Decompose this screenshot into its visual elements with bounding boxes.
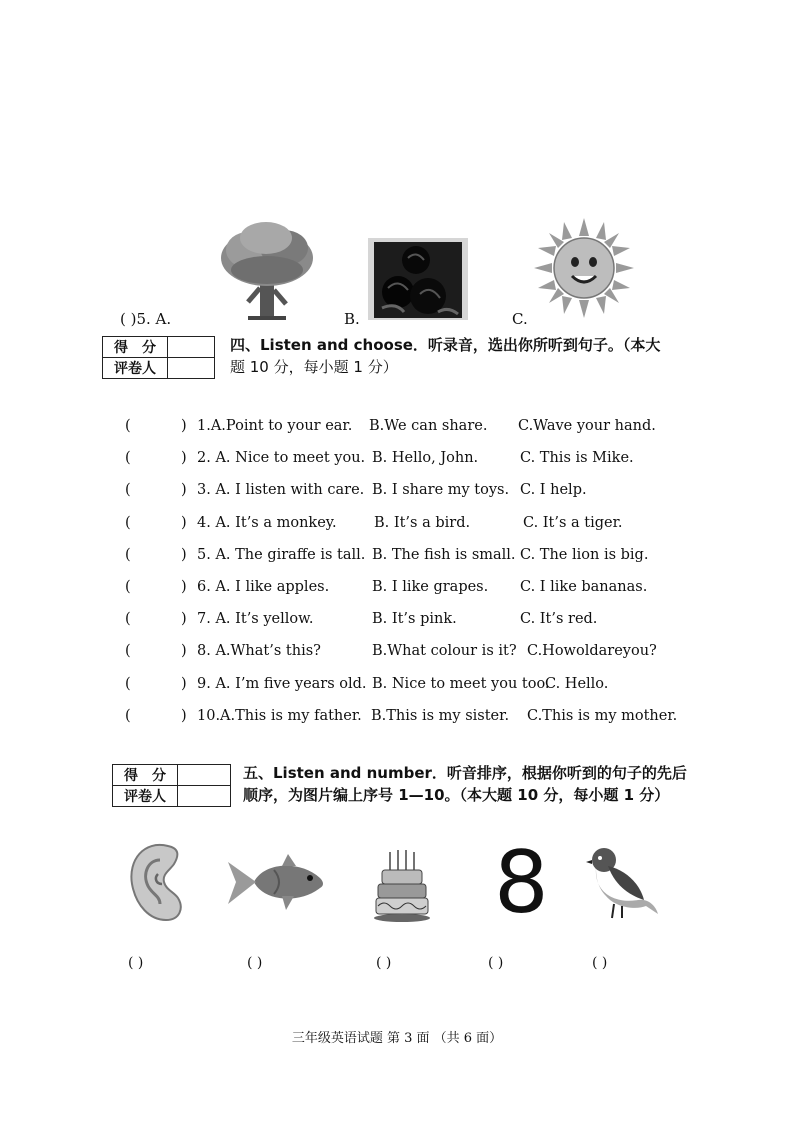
option-a: 10.A.This is my father. bbox=[197, 707, 362, 724]
birthday-cake-icon bbox=[374, 848, 430, 922]
score-label: 得 分 bbox=[103, 337, 168, 358]
option-c: C. I like bananas. bbox=[520, 579, 648, 595]
score-label: 得 分 bbox=[113, 765, 178, 786]
option-b-label: B. bbox=[344, 310, 360, 328]
option-b: B. Hello, John. bbox=[372, 450, 479, 467]
tree-icon bbox=[218, 218, 316, 322]
option-c: C.Wave your hand. bbox=[518, 418, 656, 434]
option-c-label: C. bbox=[512, 310, 528, 328]
option-c: C.Howoldareyou? bbox=[527, 643, 657, 660]
option-b: B.We can share. bbox=[369, 418, 488, 434]
option-a: 8. A.What’s this? bbox=[197, 643, 321, 660]
section-4-heading bbox=[230, 334, 660, 378]
option-c: C. It’s a tiger. bbox=[523, 514, 623, 531]
grader-cell[interactable] bbox=[168, 358, 215, 379]
option-a: 2. A. Nice to meet you. bbox=[197, 450, 366, 467]
answer-paren-close[interactable]: ) bbox=[181, 675, 187, 692]
answer-paren-close[interactable]: ) bbox=[181, 450, 187, 467]
answer-paren-open[interactable]: ( bbox=[125, 418, 131, 434]
answer-paren-close[interactable]: ) bbox=[181, 482, 187, 499]
option-c: C. The lion is big. bbox=[520, 546, 649, 563]
section-4-title: 四、Listen and choose．听录音，选出你所听到句子。（本大 bbox=[230, 336, 661, 354]
answer-paren-open[interactable]: ( bbox=[125, 611, 131, 628]
answer-paren-close[interactable]: ) bbox=[181, 707, 187, 724]
answer-blank[interactable]: ( ) bbox=[592, 955, 608, 971]
sun-icon bbox=[534, 218, 634, 318]
roses-icon bbox=[368, 238, 468, 320]
goldfish-icon bbox=[224, 852, 328, 912]
option-a: 7. A. It’s yellow. bbox=[197, 611, 314, 628]
score-cell[interactable] bbox=[178, 765, 231, 786]
section-4-subtitle: 题 10 分，每小题 1 分） bbox=[230, 358, 398, 376]
number-eight: 8 bbox=[494, 833, 549, 933]
page-footer: 三年级英语试题 第 3 面 （共 6 面） bbox=[291, 1031, 503, 1046]
score-box-section-4 bbox=[102, 336, 215, 379]
option-b: B. I share my toys. bbox=[372, 482, 510, 499]
answer-blank[interactable]: ( ) bbox=[488, 955, 504, 971]
answer-paren-open[interactable]: ( bbox=[125, 643, 131, 660]
bird-icon bbox=[586, 844, 658, 920]
option-b: B. I like grapes. bbox=[372, 579, 489, 595]
option-a: 6. A. I like apples. bbox=[197, 579, 330, 595]
grader-label: 评卷人 bbox=[103, 358, 168, 379]
answer-paren-close[interactable]: ) bbox=[181, 514, 187, 531]
answer-paren-close[interactable]: ) bbox=[181, 643, 187, 660]
option-b: B. The fish is small. bbox=[372, 546, 516, 563]
score-box-section-5 bbox=[112, 764, 231, 807]
option-c: C. It’s red. bbox=[520, 611, 598, 628]
option-c: C. Hello. bbox=[545, 675, 609, 692]
answer-paren-open[interactable]: ( bbox=[125, 707, 131, 724]
option-a: 9. A. I’m five years old. bbox=[197, 675, 367, 692]
option-b: B. It’s a bird. bbox=[374, 514, 471, 531]
option-b: B.This is my sister. bbox=[371, 707, 510, 724]
option-c: C.This is my mother. bbox=[527, 707, 678, 724]
answer-paren-close[interactable]: ) bbox=[181, 611, 187, 628]
answer-paren-close[interactable]: ) bbox=[181, 546, 187, 563]
answer-paren-close[interactable]: ) bbox=[181, 418, 187, 434]
option-a: 1.A.Point to your ear. bbox=[197, 418, 353, 434]
grader-cell[interactable] bbox=[178, 786, 231, 807]
option-c: C. I help. bbox=[520, 482, 587, 499]
answer-blank[interactable]: ( ) bbox=[247, 955, 263, 971]
section-5-heading bbox=[243, 762, 687, 806]
answer-blank[interactable]: ( ) bbox=[128, 955, 144, 971]
answer-paren-open[interactable]: ( bbox=[125, 514, 131, 531]
ear-icon bbox=[124, 840, 188, 924]
score-cell[interactable] bbox=[168, 337, 215, 358]
option-b: B.What colour is it? bbox=[372, 643, 517, 660]
answer-paren-open[interactable]: ( bbox=[125, 579, 131, 595]
answer-paren-open[interactable]: ( bbox=[125, 546, 131, 563]
option-a: 4. A. It’s a monkey. bbox=[197, 514, 337, 531]
answer-paren-open[interactable]: ( bbox=[125, 675, 131, 692]
question-5-prompt: ( )5. A. bbox=[120, 310, 172, 328]
grader-label: 评卷人 bbox=[113, 786, 178, 807]
section-5-title: 五、Listen and number．听音排序，根据你听到的句子的先后 bbox=[243, 764, 687, 782]
section-5-subtitle: 顺序，为图片编上序号 1—10。（本大题 10 分，每小题 1 分） bbox=[243, 786, 670, 804]
answer-paren-open[interactable]: ( bbox=[125, 450, 131, 467]
option-a: 3. A. I listen with care. bbox=[197, 482, 365, 499]
answer-paren-close[interactable]: ) bbox=[181, 579, 187, 595]
option-c: C. This is Mike. bbox=[520, 450, 634, 467]
answer-paren-open[interactable]: ( bbox=[125, 482, 131, 499]
option-a: 5. A. The giraffe is tall. bbox=[197, 546, 366, 563]
option-b: B. Nice to meet you too. bbox=[372, 675, 550, 692]
option-b: B. It’s pink. bbox=[372, 611, 457, 628]
answer-blank[interactable]: ( ) bbox=[376, 955, 392, 971]
